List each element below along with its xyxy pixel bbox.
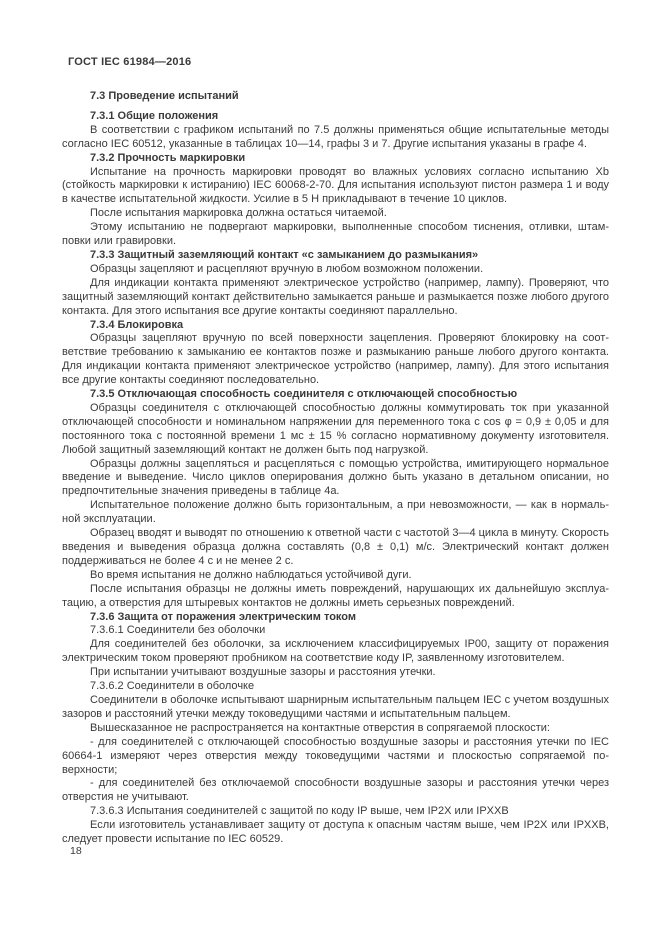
subclause-heading: 7.3.6.3 Испытания соединителей с защитой по коду IP выше, чем IP2X или IPXXB — [90, 805, 509, 818]
paragraph: Испытательное положение должно быть горизонтальным, а при невозможности, — как в нормальной эксплуатации. — [62, 499, 609, 526]
subclause-heading: 7.3.6.1 Соединители без оболочки — [90, 624, 266, 637]
paragraph: Во время испытания не должно наблюдаться устойчивой дуги. — [90, 568, 412, 581]
document-body — [62, 90, 609, 847]
subsection-heading: 7.3.5 Отключающая способность соединителя с отключающей способностью — [90, 388, 518, 401]
subsection-heading: 7.3.4 Блокировка — [90, 318, 184, 331]
paragraph: Для индикации контакта применяют электрическое устройство (например, лампу). Проверяют, что защитный заземляющий контакт действительно замыкается раньше и размыкается позже любого другого контакта. Для этого испытания все другие контакты соединяют параллельно. — [62, 276, 609, 317]
subclause-heading: 7.3.6.2 Соединители в оболочке — [90, 680, 255, 693]
standard-designation: ГОСТ IEC 61984—2016 — [68, 56, 192, 68]
page-number: 18 — [70, 845, 82, 857]
paragraph: В соответствии с графиком испытаний по 7.5 должны применяться общие испытательные методы согласно IEC 60512, указанные в таблицах 10—14, графы 3 и 7. Другие испытания указаны в графе 4. — [62, 123, 609, 150]
subsection-heading: 7.3.1 Общие положения — [90, 109, 219, 122]
paragraph: После испытания образцы не должны иметь повреждений, нарушающих их дальнейшую эксплуатацию, а отверстия для штыревых контактов не должны иметь серьезных повреждений. — [62, 582, 609, 609]
paragraph: - для соединителей без отключаемой способности воздушные зазоры и расстояния утечки через отверстия не учитывают. — [62, 777, 609, 804]
paragraph: Образцы соединителя с отключающей способностью должны коммутировать ток при указанной отключающей способности и номинальном напряжении для переменного тока с cos φ = 0,9 ± 0,05 и для постоянного тока с постоянной времени 1 мс ± 15 % согласно нормативному документу изготовителя. Любой защитный заземляющий контакт не должен быть под нагрузкой. — [62, 401, 609, 456]
paragraph: - для соединителей с отключающей способностью воздушные зазоры и расстояния утечки по IEC 60664-1 измеряют через отверстия между токоведущими частями и плоскостью сопрягаемой поверхности; — [62, 735, 609, 776]
subsection-heading: 7.3.3 Защитный заземляющий контакт «с замыканием до размыкания» — [90, 248, 479, 261]
paragraph: Образцы зацепляют вручную по всей поверхности зацепления. Проверяют блокировку на соответствие требованию к замыканию ее контактов позже и размыканию раньше любого другого контакта. Для индикации контакта применяют электрическое устройство (например, лампу). Для этого испытания все другие контакты соединяют последовательно. — [62, 332, 609, 387]
section-heading: 7.3 Проведение испытаний — [90, 90, 239, 102]
paragraph: После испытания маркировка должна остаться читаемой. — [90, 207, 387, 220]
paragraph: Для соединителей без оболочки, за исключением классифицируемых IP00, защиту от поражения электрическим током проверяют пробником на соответствие коду IP, заявленному изготовителем. — [62, 638, 609, 665]
subsection-heading: 7.3.6 Защита от поражения электрическим током — [90, 610, 356, 623]
paragraph: Образцы должны зацепляться и расцепляться с помощью устройства, имитирующего нормальное введение и выведение. Число циклов оперирования должно быть указано в детальном описании, но предпочтительные значения приведены в таблице 4а. — [62, 457, 609, 498]
paragraph: Соединители в оболочке испытывают шарнирным испытательным пальцем IEC с учетом воздушных зазоров и расстояний утечки между токоведущими частями и испытательным пальцем. — [62, 693, 609, 720]
paragraph: Этому испытанию не подвергают маркировки, выполненные способом тиснения, отливки, штамповки или гравировки. — [62, 221, 609, 248]
subsection-heading: 7.3.2 Прочность маркировки — [90, 151, 246, 164]
paragraph: Образец вводят и выводят по отношению к ответной части с частотой 3—4 цикла в минуту. Скорость введения и выведения образца должна составлять (0,8 ± 0,1) м/с. Электрический контакт должен поддерживаться не более 4 с и не менее 2 с. — [62, 527, 609, 567]
paragraph: Если изготовитель устанавливает защиту от доступа к опасным частям выше, чем IP2X или IPXXB, следует провести испытание по IEC 60529. — [62, 819, 609, 846]
paragraph: При испытании учитывают воздушные зазоры и расстояния утечки. — [90, 666, 436, 679]
paragraph: Испытание на прочность маркировки проводят во влажных условиях согласно испытанию Xb (стойкость маркировки к истиранию) IEC 60068-2-70. Для испытания используют пистон размера 1 и воду в качестве испытательной жидкости. Усилие в 5 Н прикладывают в течение 10 циклов. — [62, 165, 609, 206]
paragraph: Вышесказанное не распространяется на контактные отверстия в сопрягаемой плоскости: — [90, 721, 550, 734]
paragraph: Образцы зацепляют и расцепляют вручную в любом возможном положении. — [90, 262, 484, 275]
